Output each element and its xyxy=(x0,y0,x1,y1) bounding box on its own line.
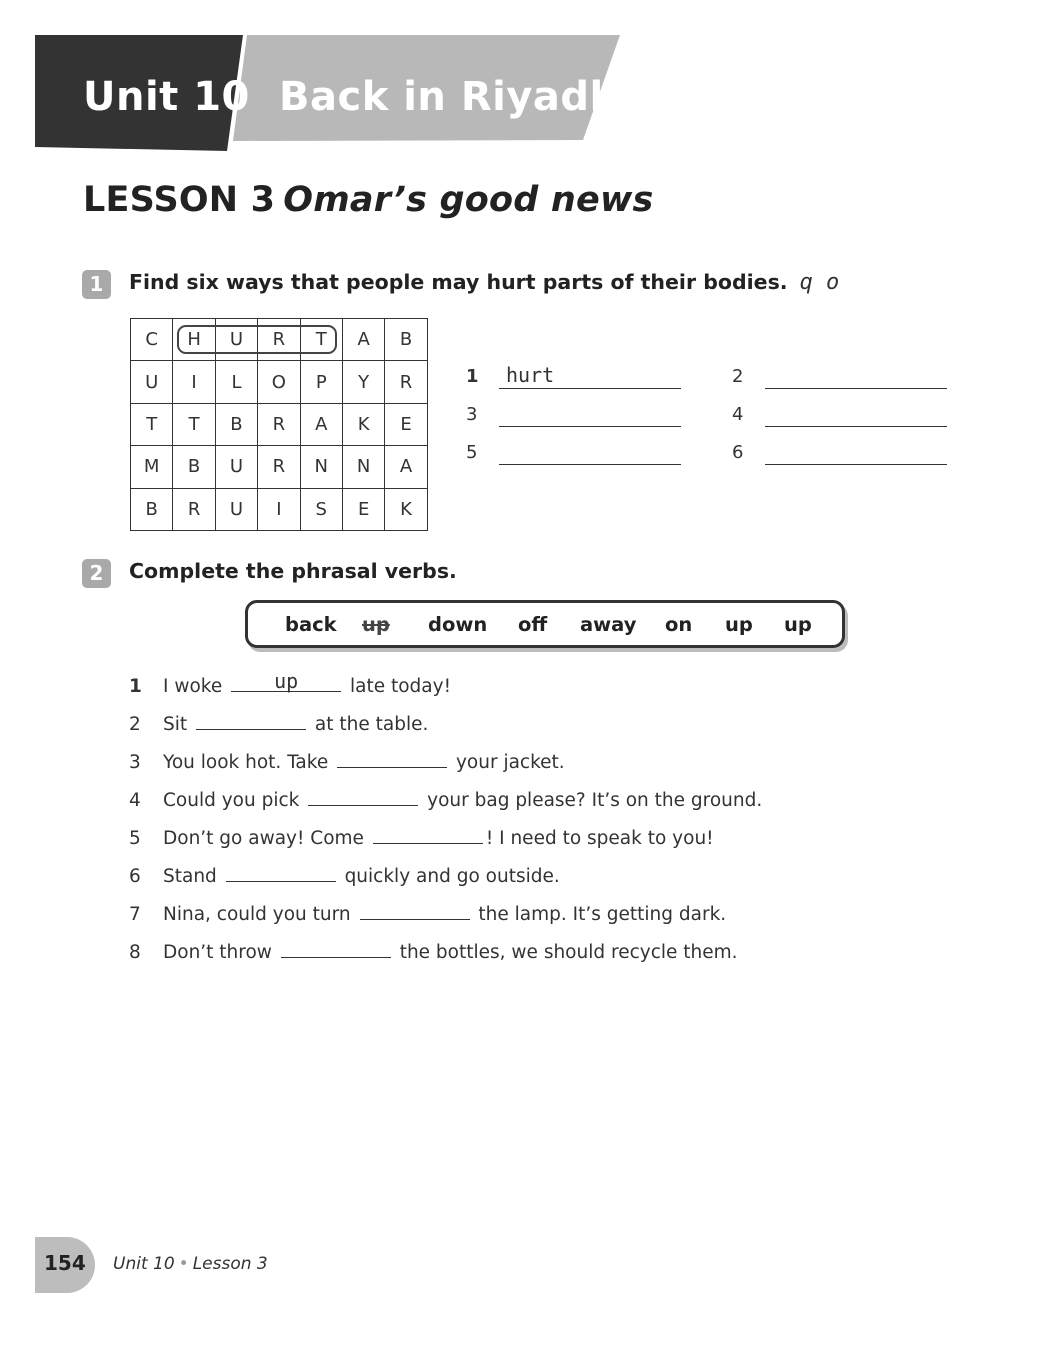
lesson-label: LESSON 3 xyxy=(83,180,276,220)
answer-blank[interactable] xyxy=(373,825,483,844)
grid-cell: U xyxy=(215,446,257,488)
grid-cell: B xyxy=(215,403,257,445)
grid-cell: P xyxy=(300,361,342,403)
grid-cell: H xyxy=(173,319,215,361)
sentence-after: the lamp. It’s getting dark. xyxy=(472,904,727,925)
answer-number: 5 xyxy=(466,442,478,463)
grid-cell: T xyxy=(300,319,342,361)
grid-cell: N xyxy=(342,446,384,488)
sentence-before: Sit xyxy=(163,714,194,735)
answer-number: 1 xyxy=(466,366,479,387)
grid-row xyxy=(131,488,428,530)
sentence-number: 1 xyxy=(129,676,142,697)
grid-cell: I xyxy=(173,361,215,403)
grid-cell: T xyxy=(131,403,173,445)
grid-cell: R xyxy=(385,361,427,403)
grid-cell: B xyxy=(131,488,173,530)
exercise-1-instruction-text: Find six ways that people may hurt parts of their bodies. xyxy=(129,270,788,294)
grid-cell: A xyxy=(300,403,342,445)
answer-line[interactable] xyxy=(765,402,947,427)
grid-cell: R xyxy=(258,319,300,361)
grid-cell: E xyxy=(342,488,384,530)
sentence-number: 2 xyxy=(129,714,141,735)
sentence-number: 4 xyxy=(129,790,141,811)
word-option: up xyxy=(784,613,812,636)
exercise-2-instruction: Complete the phrasal verbs. xyxy=(129,559,457,583)
sentence-row xyxy=(129,711,428,737)
word-option: on xyxy=(665,613,693,636)
sentence-row xyxy=(129,825,714,851)
lesson-heading xyxy=(83,180,654,220)
grid-cell: R xyxy=(173,488,215,530)
answer-line[interactable] xyxy=(499,402,681,427)
answer-number: 4 xyxy=(732,404,744,425)
footer-breadcrumb xyxy=(113,1254,268,1274)
grid-cell: C xyxy=(131,319,173,361)
grid-row xyxy=(131,361,428,403)
grid-cell: O xyxy=(258,361,300,403)
sentence-after: your bag please? It’s on the ground. xyxy=(421,790,763,811)
sentence-number: 8 xyxy=(129,942,141,963)
grid-cell: K xyxy=(385,488,427,530)
sentence-row xyxy=(129,669,451,699)
sentence-row xyxy=(129,749,565,775)
sentence-after: your jacket. xyxy=(450,752,565,773)
sentence-before: Stand xyxy=(163,866,223,887)
sentence-before: Could you pick xyxy=(163,790,306,811)
grid-cell: N xyxy=(300,446,342,488)
sentence-before: You look hot. Take xyxy=(163,752,335,773)
lesson-title: Omar’s good news xyxy=(283,180,654,220)
grid-cell: K xyxy=(342,403,384,445)
sentence-before: Don’t go away! Come xyxy=(163,828,370,849)
page-number: 154 xyxy=(44,1251,86,1275)
sentence-after: the bottles, we should recycle them. xyxy=(393,942,738,963)
answer-number: 2 xyxy=(732,366,744,387)
sentence-after: quickly and go outside. xyxy=(338,866,560,887)
grid-cell: A xyxy=(385,446,427,488)
sentence-number: 3 xyxy=(129,752,141,773)
word-box xyxy=(245,600,845,648)
answer-blank[interactable] xyxy=(226,863,336,882)
word-option: up xyxy=(725,613,753,636)
answer-line[interactable] xyxy=(765,364,947,389)
grid-cell: A xyxy=(342,319,384,361)
sentence-before: Don’t throw xyxy=(163,942,278,963)
answer-text: hurt xyxy=(506,363,555,387)
footer-unit: Unit 10 xyxy=(113,1254,175,1274)
sentence-after: at the table. xyxy=(309,714,429,735)
grid-cell: U xyxy=(215,319,257,361)
sentence-number: 6 xyxy=(129,866,141,887)
answer-blank[interactable] xyxy=(360,901,470,920)
grid-cell: M xyxy=(131,446,173,488)
unit-label: Unit 10 xyxy=(83,74,250,120)
unit-banner xyxy=(35,35,625,151)
unit-title: Back in Riyadh xyxy=(279,74,619,120)
answer-blank[interactable] xyxy=(308,787,418,806)
grid-cell: S xyxy=(300,488,342,530)
handwritten-note: q o xyxy=(799,270,840,295)
answer-number: 3 xyxy=(466,404,478,425)
sentence-row xyxy=(129,787,762,813)
grid-cell: T xyxy=(173,403,215,445)
grid-cell: R xyxy=(258,446,300,488)
grid-cell: E xyxy=(385,403,427,445)
word-used: up xyxy=(362,613,390,636)
answer-blank[interactable] xyxy=(281,939,391,958)
answer-line[interactable] xyxy=(765,440,947,465)
word-option: off xyxy=(518,613,548,636)
answer-line[interactable] xyxy=(499,364,681,389)
blank-answer: up xyxy=(274,669,299,693)
exercise-2-number: 2 xyxy=(82,559,111,588)
exercise-1-number: 1 xyxy=(82,270,111,299)
answer-blank[interactable] xyxy=(196,711,306,730)
word-option: away xyxy=(580,613,637,636)
grid-cell: B xyxy=(173,446,215,488)
sentence-after: late today! xyxy=(344,676,451,697)
answer-line[interactable] xyxy=(499,440,681,465)
grid-cell: B xyxy=(385,319,427,361)
grid-cell: U xyxy=(131,361,173,403)
word-option: down xyxy=(428,613,488,636)
grid-cell: Y xyxy=(342,361,384,403)
sentence-row xyxy=(129,863,560,889)
footer-lesson: Lesson 3 xyxy=(192,1254,268,1274)
answer-number: 6 xyxy=(732,442,744,463)
word-search-grid xyxy=(130,318,428,531)
grid-cell: L xyxy=(215,361,257,403)
sentence-after: ! I need to speak to you! xyxy=(485,828,714,849)
answer-blank[interactable] xyxy=(231,669,341,693)
sentence-number: 7 xyxy=(129,904,141,925)
exercise-1-instruction xyxy=(129,270,839,295)
grid-cell: R xyxy=(258,403,300,445)
grid-row xyxy=(131,403,428,445)
grid-row xyxy=(131,319,428,361)
word-option: back xyxy=(285,613,337,636)
sentence-row xyxy=(129,939,738,965)
grid-row xyxy=(131,446,428,488)
grid-cell: U xyxy=(215,488,257,530)
grid-cell: I xyxy=(258,488,300,530)
sentence-number: 5 xyxy=(129,828,141,849)
answer-blank[interactable] xyxy=(337,749,447,768)
sentence-before: I woke xyxy=(163,676,229,697)
footer-separator: • xyxy=(178,1254,189,1274)
sentence-before: Nina, could you turn xyxy=(163,904,357,925)
sentence-row xyxy=(129,901,726,927)
